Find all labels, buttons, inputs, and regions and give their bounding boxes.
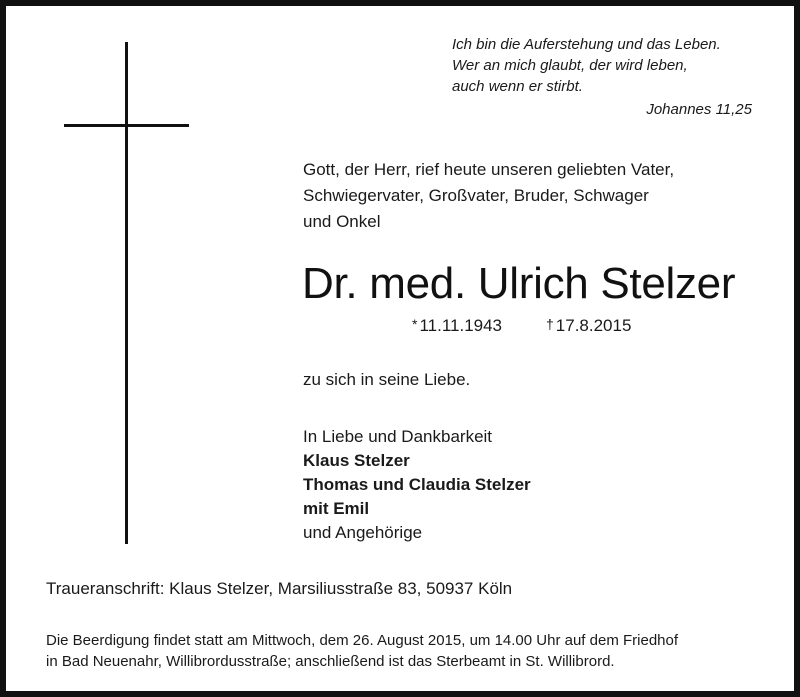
deceased-name: Dr. med. Ulrich Stelzer	[302, 259, 736, 308]
family-signatures	[303, 425, 763, 545]
quote-line: Wer an mich glaubt, der wird leben,	[452, 57, 688, 74]
mourning-address: Traueranschrift: Klaus Stelzer, Marsiliusstraße 83, 50937 Köln	[46, 579, 513, 598]
family-member: mit Emil	[303, 499, 370, 518]
death-symbol: †	[546, 316, 554, 332]
birth-symbol: *	[412, 316, 418, 332]
birth-date	[412, 313, 502, 337]
announcement-intro	[303, 157, 763, 235]
bible-quote	[452, 34, 752, 120]
family-member: Klaus Stelzer	[303, 451, 410, 470]
cross-vertical-bar	[125, 42, 128, 544]
intro-line: und Onkel	[303, 212, 381, 231]
intro-line: Gott, der Herr, rief heute unseren geliebten Vater,	[303, 160, 675, 179]
quote-line: Ich bin die Auferstehung und das Leben.	[452, 36, 721, 53]
death-date	[546, 313, 631, 337]
death-date-value: 17.8.2015	[555, 316, 632, 335]
family-member: Thomas und Claudia Stelzer	[303, 475, 531, 494]
family-outro: und Angehörige	[303, 523, 423, 542]
funeral-info	[46, 630, 766, 672]
funeral-line: Die Beerdigung findet statt am Mittwoch, dem 26. August 2015, um 14.00 Uhr auf dem Friedhof	[46, 632, 679, 649]
closing-line: zu sich in seine Liebe.	[303, 370, 471, 389]
quote-reference: Johannes 11,25	[646, 101, 752, 118]
funeral-line: in Bad Neuenahr, Willibrordusstraße; anschließend ist das Sterbeamt in St. Willibrord.	[46, 653, 615, 670]
quote-line: auch wenn er stirbt.	[452, 78, 583, 95]
birth-date-value: 11.11.1943	[419, 316, 503, 335]
cross-horizontal-bar	[64, 124, 189, 127]
family-intro: In Liebe und Dankbarkeit	[303, 427, 493, 446]
intro-line: Schwiegervater, Großvater, Bruder, Schwager	[303, 186, 649, 205]
